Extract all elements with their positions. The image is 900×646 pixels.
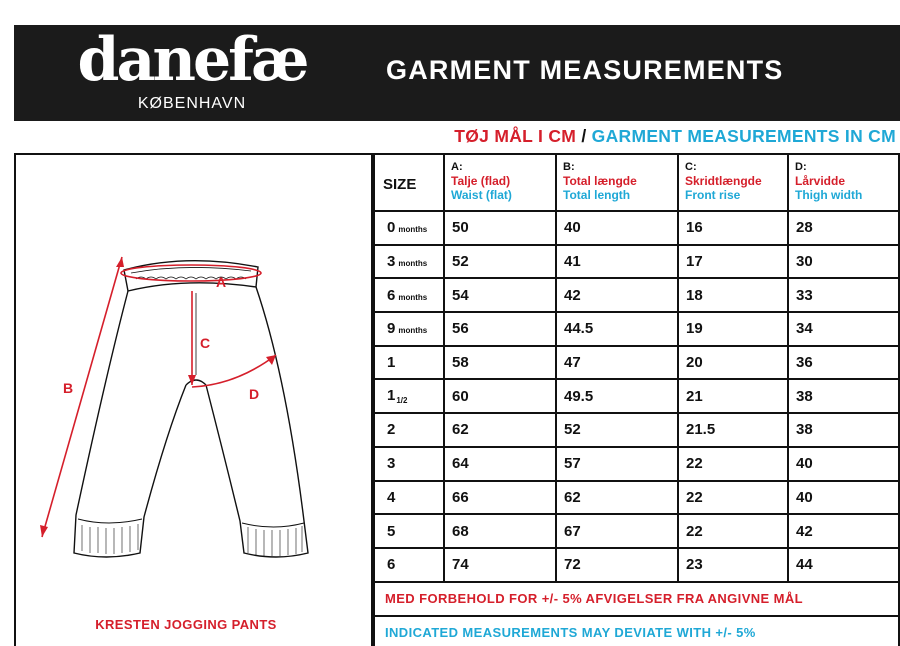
brand-name: danefæ — [77, 25, 307, 95]
disclaimer-danish: MED FORBEHOLD FOR +/- 5% AFVIGELSER FRA ANGIVNE MÅL — [374, 582, 899, 616]
brand-logo — [67, 27, 317, 119]
column-header-b — [556, 155, 678, 211]
table-row — [374, 548, 899, 582]
measurement-cell: 62 — [444, 413, 556, 447]
measurement-cell: 49.5 — [556, 379, 678, 413]
subtitle — [454, 126, 896, 147]
table-row — [374, 481, 899, 515]
subtitle-separator: / — [581, 126, 587, 146]
header-bar — [14, 25, 900, 121]
measurement-cell: 28 — [788, 211, 899, 245]
table-row — [374, 211, 899, 245]
brand-city: KØBENHAVN — [137, 95, 247, 112]
table-row — [374, 245, 899, 279]
size-value: 6 — [387, 556, 396, 574]
table-row — [374, 346, 899, 380]
column-d-letter: D: — [795, 161, 807, 173]
column-b-danish: Total længde — [563, 174, 637, 188]
size-cell — [374, 481, 444, 515]
measurement-cell: 21 — [678, 379, 788, 413]
size-unit: months — [398, 326, 428, 336]
measurement-cell: 21.5 — [678, 413, 788, 447]
size-value: 0 — [387, 219, 396, 237]
size-value: 9 — [387, 320, 396, 338]
measurement-rows — [374, 211, 899, 582]
size-cell — [374, 548, 444, 582]
disclaimer-english: INDICATED MEASUREMENTS MAY DEVIATE WITH +/- 5% — [374, 616, 899, 646]
measurement-cell: 36 — [788, 346, 899, 380]
size-cell — [374, 379, 444, 413]
measurement-cell: 58 — [444, 346, 556, 380]
measurement-cell: 38 — [788, 413, 899, 447]
measurement-cell: 34 — [788, 312, 899, 346]
measurement-cell: 30 — [788, 245, 899, 279]
label-b: B — [63, 380, 74, 396]
measurement-cell: 47 — [556, 346, 678, 380]
size-value: 5 — [387, 522, 396, 540]
measurement-cell: 42 — [788, 514, 899, 548]
measurement-cell: 38 — [788, 379, 899, 413]
measurement-cell: 56 — [444, 312, 556, 346]
label-d: D — [249, 386, 260, 402]
table-row — [374, 447, 899, 481]
measurement-cell: 44 — [788, 548, 899, 582]
size-value: 6 — [387, 286, 396, 304]
subtitle-english: GARMENT MEASUREMENTS IN CM — [591, 126, 896, 146]
measurement-cell: 19 — [678, 312, 788, 346]
size-cell — [374, 245, 444, 279]
measurement-cell: 60 — [444, 379, 556, 413]
size-cell — [374, 514, 444, 548]
table-row — [374, 278, 899, 312]
column-a-danish: Talje (flad) — [451, 174, 511, 188]
size-value: 3 — [387, 253, 396, 271]
column-header-a — [444, 155, 556, 211]
size-value: 2 — [387, 421, 396, 439]
measurement-cell: 50 — [444, 211, 556, 245]
column-b-english: Total length — [563, 188, 631, 202]
measurement-cell: 23 — [678, 548, 788, 582]
measurement-cell: 66 — [444, 481, 556, 515]
size-value: 3 — [387, 455, 396, 473]
size-unit: months — [398, 259, 428, 269]
measurement-cell: 16 — [678, 211, 788, 245]
size-cell — [374, 278, 444, 312]
measurement-cell: 41 — [556, 245, 678, 279]
label-c: C — [200, 335, 211, 351]
column-c-english: Front rise — [685, 188, 741, 202]
measurement-cell: 22 — [678, 447, 788, 481]
size-unit: 1/2 — [396, 396, 408, 406]
measurement-cell: 68 — [444, 514, 556, 548]
diagram-panel — [16, 155, 373, 646]
size-cell — [374, 413, 444, 447]
subtitle-danish: TØJ MÅL I CM — [454, 126, 577, 146]
column-d-danish: Lårvidde — [795, 174, 846, 188]
label-a: A — [216, 274, 227, 290]
size-cell — [374, 211, 444, 245]
measurement-cell: 22 — [678, 514, 788, 548]
size-unit: months — [398, 292, 428, 302]
size-unit: months — [398, 225, 428, 235]
measurement-cell: 54 — [444, 278, 556, 312]
size-cell — [374, 447, 444, 481]
measurement-panel — [14, 153, 900, 646]
measurement-cell: 17 — [678, 245, 788, 279]
column-c-danish: Skridtlængde — [685, 174, 762, 188]
measurement-cell: 74 — [444, 548, 556, 582]
column-b-letter: B: — [563, 161, 575, 173]
measurement-cell: 44.5 — [556, 312, 678, 346]
size-header: SIZE — [374, 155, 444, 211]
column-header-c — [678, 155, 788, 211]
measurement-cell: 67 — [556, 514, 678, 548]
measurement-cell: 64 — [444, 447, 556, 481]
table-row — [374, 514, 899, 548]
column-c-letter: C: — [685, 161, 697, 173]
size-value: 1 — [387, 354, 396, 372]
measurement-table — [373, 155, 900, 646]
table-row — [374, 379, 899, 413]
column-d-english: Thigh width — [795, 188, 863, 202]
column-a-english: Waist (flat) — [451, 188, 512, 202]
measurement-cell: 20 — [678, 346, 788, 380]
size-cell — [374, 312, 444, 346]
measurement-cell: 52 — [556, 413, 678, 447]
page-title: GARMENT MEASUREMENTS — [386, 55, 784, 85]
measurement-cell: 40 — [788, 447, 899, 481]
measurement-cell: 40 — [556, 211, 678, 245]
measurement-cell: 18 — [678, 278, 788, 312]
column-a-letter: A: — [451, 161, 463, 173]
measurement-cell: 40 — [788, 481, 899, 515]
size-value: 4 — [387, 488, 396, 506]
jogging-pants-diagram — [36, 235, 356, 575]
size-value: 1 — [387, 387, 396, 405]
table-row — [374, 413, 899, 447]
measurement-cell: 72 — [556, 548, 678, 582]
measurement-cell: 42 — [556, 278, 678, 312]
measurement-cell: 52 — [444, 245, 556, 279]
garment-caption: KRESTEN JOGGING PANTS — [95, 617, 277, 632]
size-cell — [374, 346, 444, 380]
measurement-cell: 33 — [788, 278, 899, 312]
column-header-d — [788, 155, 899, 211]
measurement-cell: 62 — [556, 481, 678, 515]
table-row — [374, 312, 899, 346]
measurement-cell: 22 — [678, 481, 788, 515]
measurement-cell: 57 — [556, 447, 678, 481]
